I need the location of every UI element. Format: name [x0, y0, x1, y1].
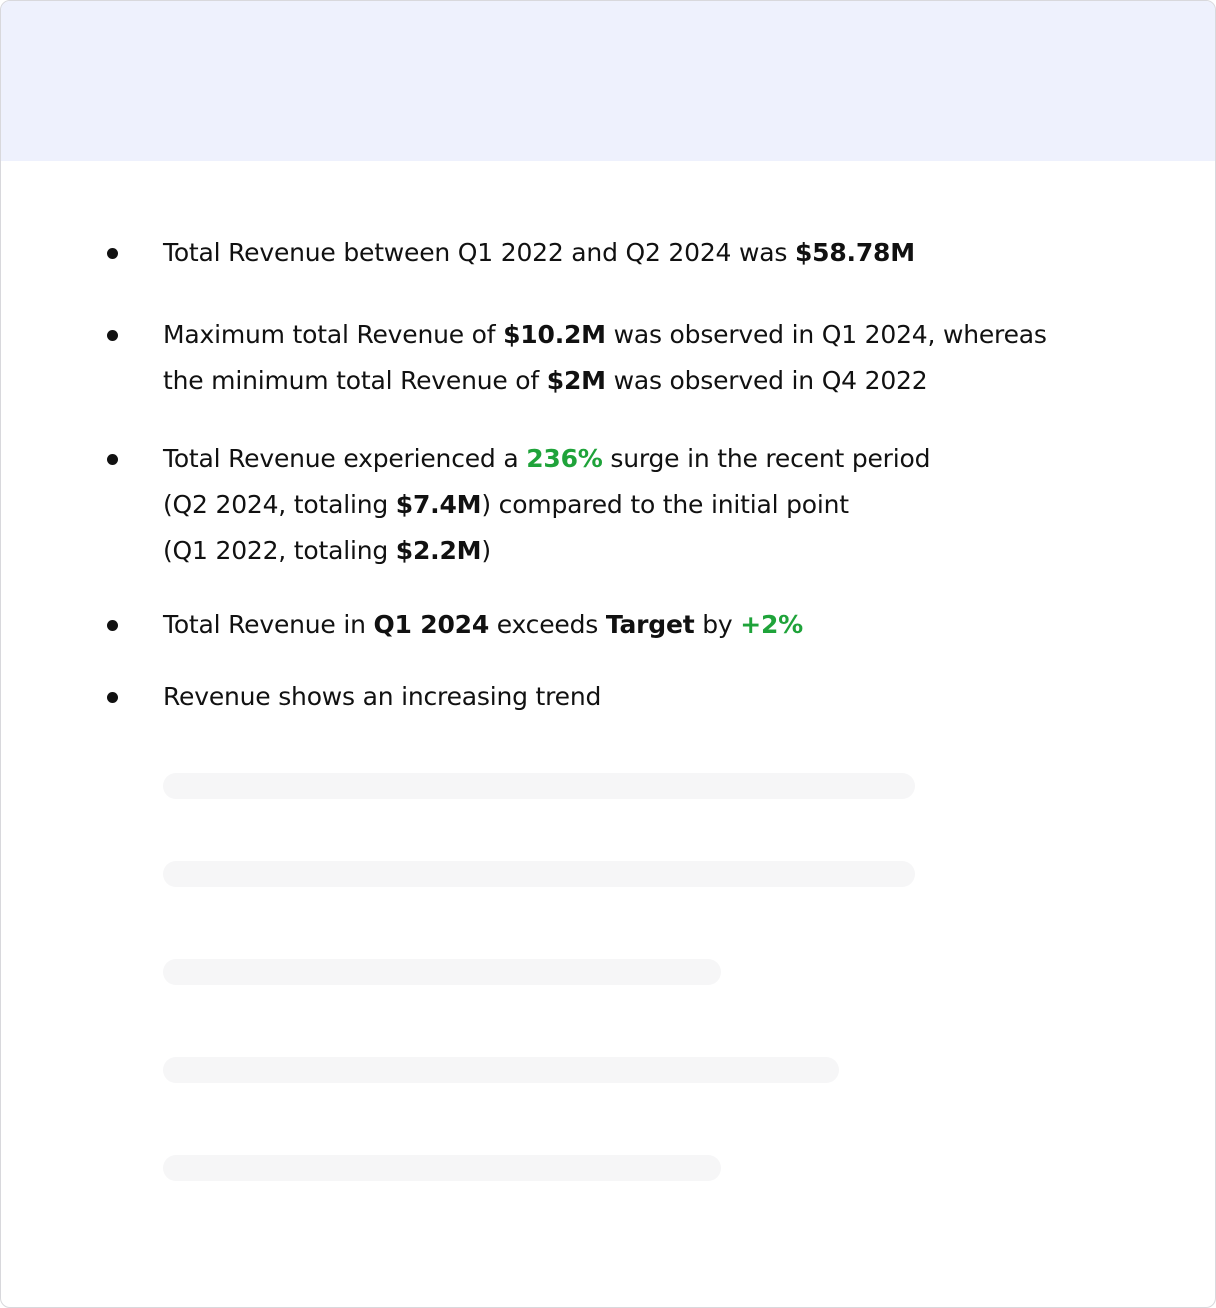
bullet-icon: [107, 330, 118, 341]
period-label: Q1 2024: [373, 610, 490, 639]
recent-revenue-value: $7.4M: [395, 490, 482, 519]
insight-text: [163, 674, 601, 720]
insight-text-segment: was observed in Q1 2024, whereas: [605, 320, 1047, 349]
insight-text-segment: by: [694, 610, 741, 639]
insight-text-segment: (Q1 2022, totaling: [163, 536, 396, 565]
insight-text-segment: exceeds: [489, 610, 606, 639]
target-label: Target: [605, 610, 695, 639]
skeleton-placeholder-line: [163, 1155, 721, 1181]
initial-revenue-value: $2.2M: [395, 536, 482, 565]
insight-text-segment: Total Revenue in: [163, 610, 374, 639]
skeleton-placeholder-line: [163, 1057, 839, 1083]
total-revenue-value: $58.78M: [794, 238, 915, 267]
insight-text-segment: Total Revenue experienced a: [163, 444, 527, 473]
skeleton-placeholder-line: [163, 861, 915, 887]
insight-text: [163, 312, 1047, 404]
insight-text-segment: ) compared to the initial point: [481, 490, 849, 519]
card-header-band: [1, 1, 1215, 161]
insight-text-segment: was observed in Q4 2022: [605, 366, 928, 395]
bullet-icon: [107, 454, 118, 465]
insight-text-segment: ): [481, 536, 491, 565]
insight-text: [163, 230, 915, 276]
bullet-icon: [107, 692, 118, 703]
max-revenue-value: $10.2M: [503, 320, 606, 349]
insight-text-segment: surge in the recent period: [602, 444, 931, 473]
target-delta-value: +2%: [740, 610, 804, 639]
bullet-icon: [107, 248, 118, 259]
insight-text: [163, 436, 930, 574]
skeleton-placeholder-line: [163, 773, 915, 799]
insight-text-segment: (Q2 2024, totaling: [163, 490, 396, 519]
trend-text: Revenue shows an increasing trend: [163, 682, 602, 711]
insight-text-segment: Total Revenue between Q1 2022 and Q2 2024 was: [163, 238, 795, 267]
skeleton-placeholder-line: [163, 959, 721, 985]
bullet-icon: [107, 620, 118, 631]
surge-percentage: 236%: [526, 444, 603, 473]
insight-text-segment: the minimum total Revenue of: [163, 366, 547, 395]
insight-text-segment: Maximum total Revenue of: [163, 320, 504, 349]
insight-text: [163, 602, 803, 648]
min-revenue-value: $2M: [546, 366, 606, 395]
